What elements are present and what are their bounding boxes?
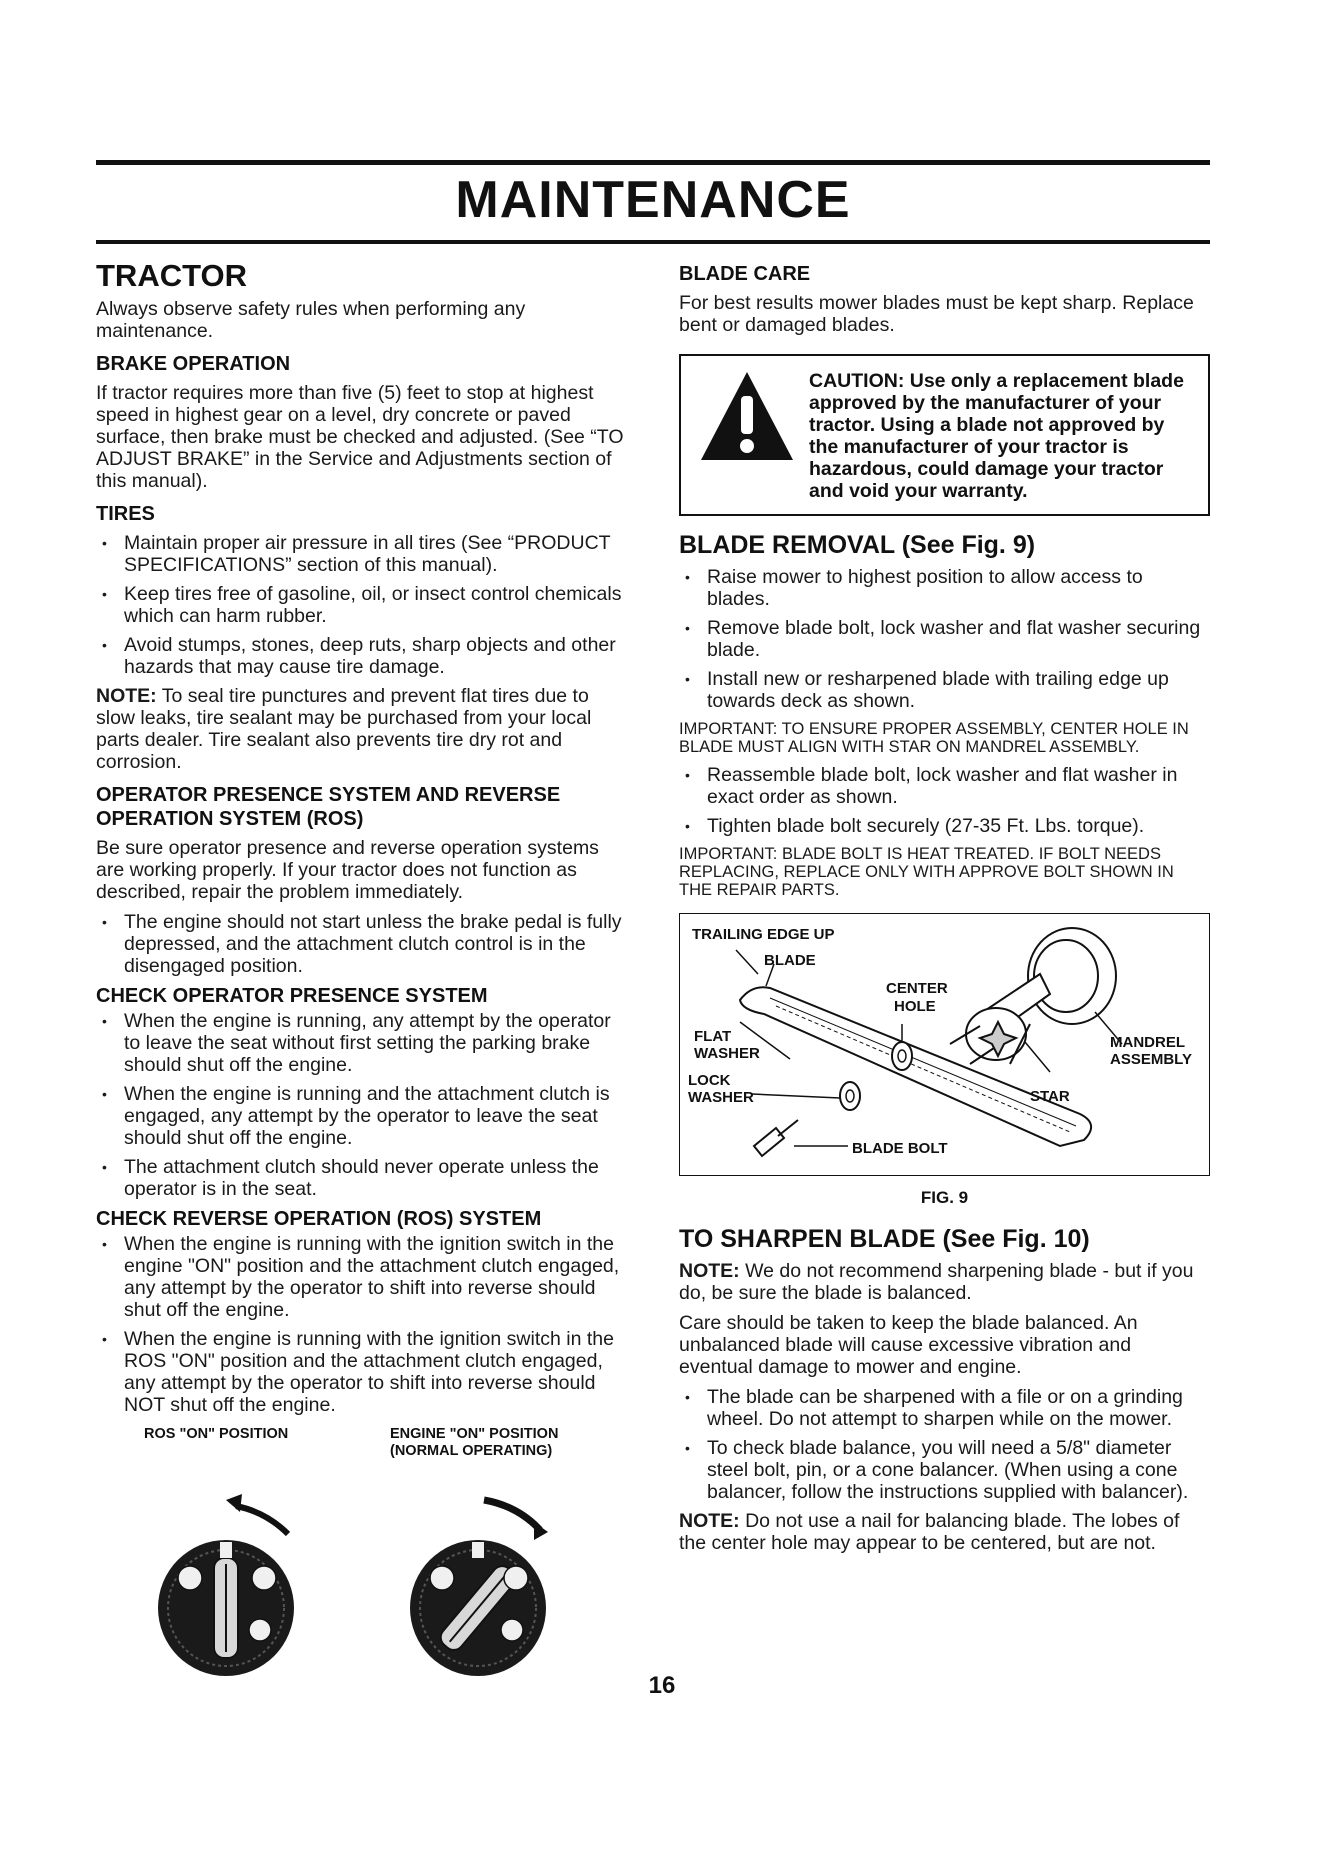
blade-care-heading: BLADE CARE [679, 263, 811, 285]
list-item: • Remove blade bolt, lock washer and flat washer securing blade. [679, 617, 1210, 661]
list-item: • Keep tires free of gasoline, oil, or insect control chemicals which can harm rubber. [96, 583, 631, 627]
list-item: • Reassemble blade bolt, lock washer and flat washer in exact order as shown. [679, 764, 1210, 808]
star-label: STAR [1030, 1088, 1070, 1105]
important-note-1: IMPORTANT: TO ENSURE PROPER ASSEMBLY, CENTER HOLE IN BLADE MUST ALIGN WITH STAR ON MANDREL ASSEMBLY. [679, 720, 1189, 756]
tires-note [96, 685, 631, 773]
tires-heading: TIRES [96, 503, 155, 525]
note-text: We do not recommend sharpening blade - but if you do, be sure the blade is balanced. [679, 1260, 1194, 1304]
flat-washer-label: WASHER [694, 1045, 760, 1062]
note-text: Do not use a nail for balancing blade. The lobes of the center hole may appear to be centered, but are not. [679, 1510, 1180, 1554]
list-item: • When the engine is running, any attempt by the operator to leave the seat without first setting the parking brake should shut off the engine. [96, 1010, 631, 1076]
flat-label: FLAT [694, 1028, 732, 1045]
list-item: • The blade can be sharpened with a file or on a grinding wheel. Do not attempt to sharpen while on the mower. [679, 1386, 1210, 1430]
list-item: • Tighten blade bolt securely (27-35 Ft. Lbs. torque). [679, 815, 1210, 837]
ops-heading: OPERATOR PRESENCE SYSTEM AND REVERSE OPERATION SYSTEM (ROS) [96, 784, 561, 830]
list-item: • When the engine is running with the ignition switch in the ROS "ON" position and the attachment clutch engaged, any attempt by the operator to shift into reverse should NOT shut off the engine. [96, 1328, 631, 1416]
ignition-switch-figure [96, 1426, 631, 1688]
blade-removal-list [679, 566, 1210, 712]
sharpen-list [679, 1386, 1210, 1503]
mandrel-label: MANDREL [1110, 1034, 1185, 1051]
tires-list [96, 532, 631, 678]
sharpen-text: Care should be taken to keep the blade balanced. An unbalanced blade will cause excessive vibration and eventual damage to mower and engine. [679, 1312, 1138, 1378]
important-note-2: IMPORTANT: BLADE BOLT IS HEAT TREATED. IF BOLT NEEDS REPLACING, REPLACE ONLY WITH APPROVE BOLT SHOWN IN THE REPAIR PARTS. [679, 845, 1174, 899]
list-item: • Maintain proper air pressure in all tires (See “PRODUCT SPECIFICATIONS” section of this manual). [96, 532, 631, 576]
assembly-label: ASSEMBLY [1110, 1051, 1192, 1068]
brake-text: If tractor requires more than five (5) feet to stop at highest speed in highest gear on a level, dry concrete or paved surface, then brake must be checked and adjusted. (See “TO ADJUST BRAKE” in the Service and Adjustments section of this manual). [96, 382, 624, 492]
center-label: CENTER [886, 980, 948, 997]
page-number: 16 [648, 1672, 676, 1699]
tractor-intro: Always observe safety rules when performing any maintenance. [96, 298, 526, 342]
figure-9-caption: FIG. 9 [920, 1188, 969, 1207]
check-ops-list [96, 1010, 631, 1200]
list-item: • The engine should not start unless the brake pedal is fully depressed, and the attachment clutch control is in the disengaged position. [96, 911, 631, 977]
list-item: • To check blade balance, you will need a 5/8" diameter steel bolt, pin, or a cone balancer. (When using a cone balancer, follow the instructions supplied with balancer). [679, 1437, 1210, 1503]
caution-text: CAUTION: Use only a replacement blade approved by the manufacturer of your tractor. Using a blade not approved by the manufacturer of your tractor is hazardous, could damage your tractor and void your warranty. [809, 370, 1184, 502]
ros-on-label: ROS "ON" POSITION [144, 1426, 289, 1442]
blade-reassemble-list [679, 764, 1210, 837]
normal-operating-label: (NORMAL OPERATING) [390, 1443, 553, 1459]
list-item: • The attachment clutch should never operate unless the operator is in the seat. [96, 1156, 631, 1200]
hole-label: HOLE [894, 998, 936, 1015]
title-rule [96, 240, 1210, 244]
lock-washer-label: WASHER [688, 1089, 754, 1106]
ops-list [96, 911, 631, 977]
blade-bolt-label: BLADE BOLT [852, 1140, 948, 1157]
list-item: • Install new or resharpened blade with trailing edge up towards deck as shown. [679, 668, 1210, 712]
ros-switch-icon [156, 1478, 296, 1678]
blade-label: BLADE [764, 952, 816, 969]
note-text: To seal tire punctures and prevent flat tires due to slow leaks, tire sealant may be purchased from your local parts dealer. Tire sealant also prevents tire dry rot and corrosion. [96, 685, 592, 773]
right-column [679, 258, 1210, 1562]
ops-text: Be sure operator presence and reverse operation systems are working properly. If your tractor does not function as described, repair the problem immediately. [96, 837, 599, 903]
sharpen-heading: TO SHARPEN BLADE (See Fig. 10) [679, 1225, 1090, 1253]
sharpen-note-1 [679, 1260, 1210, 1304]
list-item: • Raise mower to highest position to allow access to blades. [679, 566, 1210, 610]
check-ros-list [96, 1233, 631, 1416]
engine-on-label: ENGINE "ON" POSITION [390, 1426, 559, 1442]
sharpen-note-2 [679, 1510, 1210, 1554]
caution-box [679, 354, 1210, 516]
top-rule [96, 160, 1210, 165]
warning-triangle-icon [699, 370, 795, 462]
blade-care-text: For best results mower blades must be kept sharp. Replace bent or damaged blades. [679, 292, 1194, 336]
list-item: • When the engine is running and the attachment clutch is engaged, any attempt by the operator to leave the seat should shut off the engine. [96, 1083, 631, 1149]
list-item: • When the engine is running with the ignition switch in the engine "ON" position and the attachment clutch engaged, any attempt by the operator to shift into reverse should shut off the engine. [96, 1233, 631, 1321]
lock-label: LOCK [688, 1072, 731, 1089]
engine-switch-icon [406, 1478, 556, 1678]
tractor-heading: TRACTOR [96, 258, 247, 293]
check-ros-heading: CHECK REVERSE OPERATION (ROS) SYSTEM [96, 1208, 542, 1230]
note-label: NOTE: [679, 1510, 740, 1532]
figure-9 [679, 913, 1210, 1176]
list-item: • Avoid stumps, stones, deep ruts, sharp objects and other hazards that may cause tire damage. [96, 634, 631, 678]
note-label: NOTE: [679, 1260, 740, 1282]
note-label: NOTE: [96, 685, 157, 707]
blade-removal-heading: BLADE REMOVAL (See Fig. 9) [679, 531, 1036, 559]
page-title: MAINTENANCE [455, 171, 851, 229]
trailing-edge-up-label: TRAILING EDGE UP [692, 926, 835, 943]
check-ops-heading: CHECK OPERATOR PRESENCE SYSTEM [96, 985, 488, 1007]
left-column [96, 258, 631, 1688]
brake-heading: BRAKE OPERATION [96, 353, 291, 375]
